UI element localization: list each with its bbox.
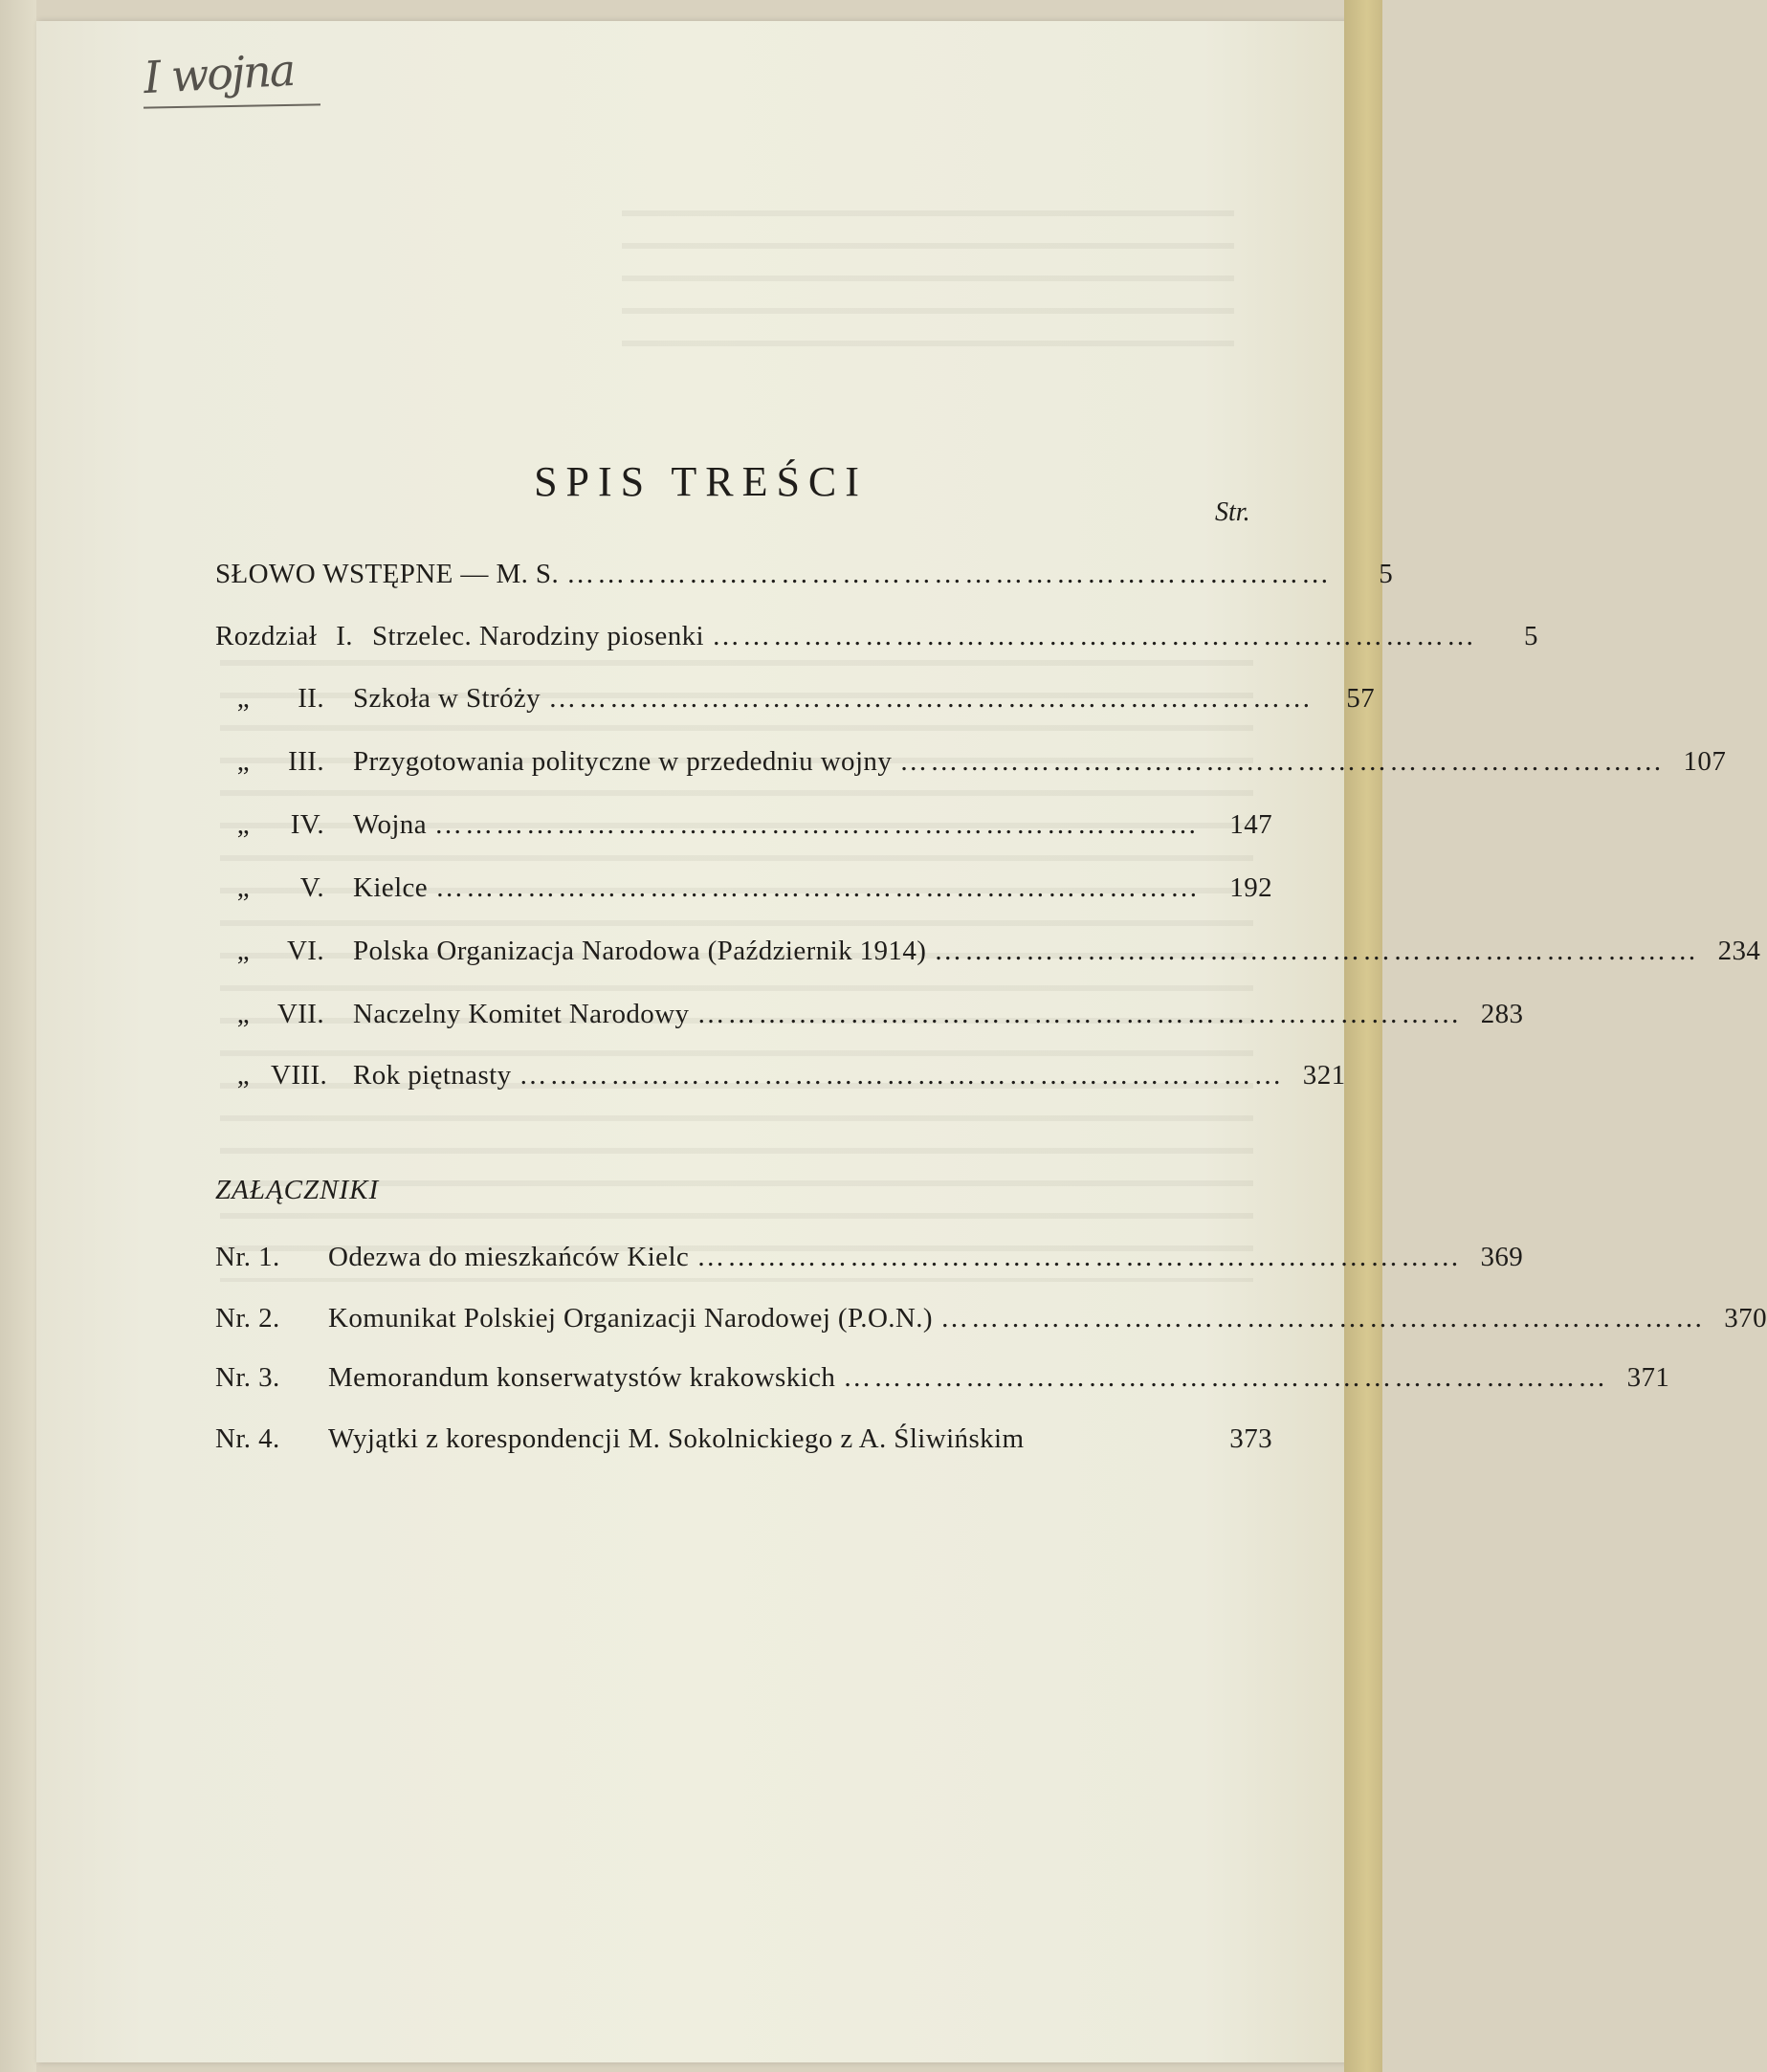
book-spine <box>1344 0 1382 2072</box>
bleed-through-block <box>622 210 1234 373</box>
toc-entry-title: Odezwa do mieszkańców Kielc <box>328 1242 690 1272</box>
leader-dots: ………………………………………………………………… <box>934 936 1700 966</box>
leader-dots: ………………………………………………………………… <box>843 1362 1609 1393</box>
appendix-heading: ZAŁĄCZNIKI <box>215 1175 380 1205</box>
toc-entry-appendix <box>215 1362 1670 1400</box>
toc-entry-title: Kielce <box>353 872 429 903</box>
leader-dots: ………………………………………………………………… <box>939 1303 1706 1334</box>
chapter-numeral: VII. <box>276 999 324 1029</box>
toc-entry-appendix <box>215 1423 1272 1462</box>
toc-entry-title: Strzelec. Narodziny piosenki <box>371 621 704 651</box>
leader-dots: ………………………………………………………………… <box>519 1060 1285 1091</box>
toc-entry-chapter <box>215 872 1272 911</box>
toc-entry-appendix <box>215 1303 1767 1341</box>
toc-page-number: 283 <box>1480 999 1524 1029</box>
toc-entry-chapter <box>215 1060 1346 1098</box>
toc-entry-title: Wojna <box>353 809 427 840</box>
toc-entry-appendix <box>215 1242 1524 1280</box>
toc-entry-title: Memorandum konserwatystów krakowskich <box>328 1362 836 1393</box>
leader-dots: ………………………………………………………………… <box>433 809 1200 840</box>
toc-page-number: 57 <box>1346 683 1376 714</box>
page-left-edge <box>0 0 36 2072</box>
appendix-number: Nr. 1. <box>215 1242 280 1272</box>
ditto-mark: „ <box>236 999 250 1029</box>
toc-page-number: 5 <box>1524 621 1538 651</box>
toc-entry-chapter <box>215 683 1376 721</box>
ditto-mark: „ <box>236 936 250 966</box>
toc-entry-title: Szkoła w Stróży <box>353 683 541 714</box>
toc-entry-chapter <box>215 999 1524 1037</box>
chapter-numeral: VI. <box>286 936 324 966</box>
toc-entry-title: Naczelny Komitet Narodowy <box>353 999 690 1029</box>
chapter-numeral: IV. <box>290 809 324 840</box>
toc-entry-title: Komunikat Polskiej Organizacji Narodowej (P.O.N.) <box>328 1303 933 1334</box>
toc-page-number: 370 <box>1724 1303 1767 1334</box>
page-title: SPIS TREŚCI <box>534 458 868 505</box>
toc-entry-title: Polska Organizacja Narodowa (Październik 1914) <box>353 936 927 966</box>
appendix-number: Nr. 3. <box>215 1362 280 1393</box>
handwritten-note: I wojna <box>142 43 296 104</box>
toc-page-number: 147 <box>1229 809 1272 840</box>
ditto-mark: „ <box>236 872 250 903</box>
toc-page-number: 373 <box>1229 1423 1272 1454</box>
toc-page-number: 371 <box>1626 1362 1670 1393</box>
ditto-mark: „ <box>236 683 250 714</box>
toc-entry-chapter <box>215 746 1727 784</box>
toc-entry-title: Wyjątki z korespondencji M. Sokolnickiego z A. Śliwińskim <box>328 1423 1025 1454</box>
ditto-mark: „ <box>236 1060 250 1091</box>
toc-entry-chapter <box>215 809 1272 848</box>
chapter-numeral: I. <box>336 621 353 651</box>
chapter-numeral: II. <box>298 683 324 714</box>
ditto-mark: „ <box>236 746 250 777</box>
leader-dots: ………………………………………………………………… <box>696 999 1463 1029</box>
leader-dots: ………………………………………………………………… <box>548 683 1314 714</box>
leader-dots: ………………………………………………………………… <box>696 1242 1463 1272</box>
toc-page-number: 234 <box>1717 936 1761 966</box>
appendix-number: Nr. 2. <box>215 1303 280 1334</box>
leader-dots: ………………………………………………………………… <box>711 621 1477 651</box>
leader-dots: ………………………………………………………………… <box>566 559 1333 589</box>
ditto-mark: „ <box>236 809 250 840</box>
toc-entry-chapter <box>215 936 1761 974</box>
toc-page-number: 321 <box>1302 1060 1346 1091</box>
page-column-header: Str. <box>1215 497 1250 527</box>
toc-entry-title: SŁOWO WSTĘPNE — M. S. <box>215 559 560 589</box>
toc-entry-title: Przygotowania polityczne w przededniu wojny <box>353 746 893 777</box>
leader-dots: ………………………………………………………………… <box>435 872 1202 903</box>
chapter-word: Rozdział <box>215 621 318 651</box>
chapter-numeral: VIII. <box>271 1060 328 1091</box>
toc-entry-chapter <box>215 621 1538 659</box>
toc-entry-preface <box>215 559 1394 597</box>
chapter-numeral: III. <box>288 746 324 777</box>
toc-page-number: 192 <box>1229 872 1272 903</box>
toc-page-number: 107 <box>1683 746 1727 777</box>
appendix-number: Nr. 4. <box>215 1423 280 1454</box>
chapter-numeral: V. <box>299 872 324 903</box>
toc-page-number: 5 <box>1379 559 1394 589</box>
leader-dots: ………………………………………………………………… <box>899 746 1666 777</box>
toc-entry-title: Rok piętnasty <box>353 1060 512 1091</box>
toc-page-number: 369 <box>1480 1242 1524 1272</box>
